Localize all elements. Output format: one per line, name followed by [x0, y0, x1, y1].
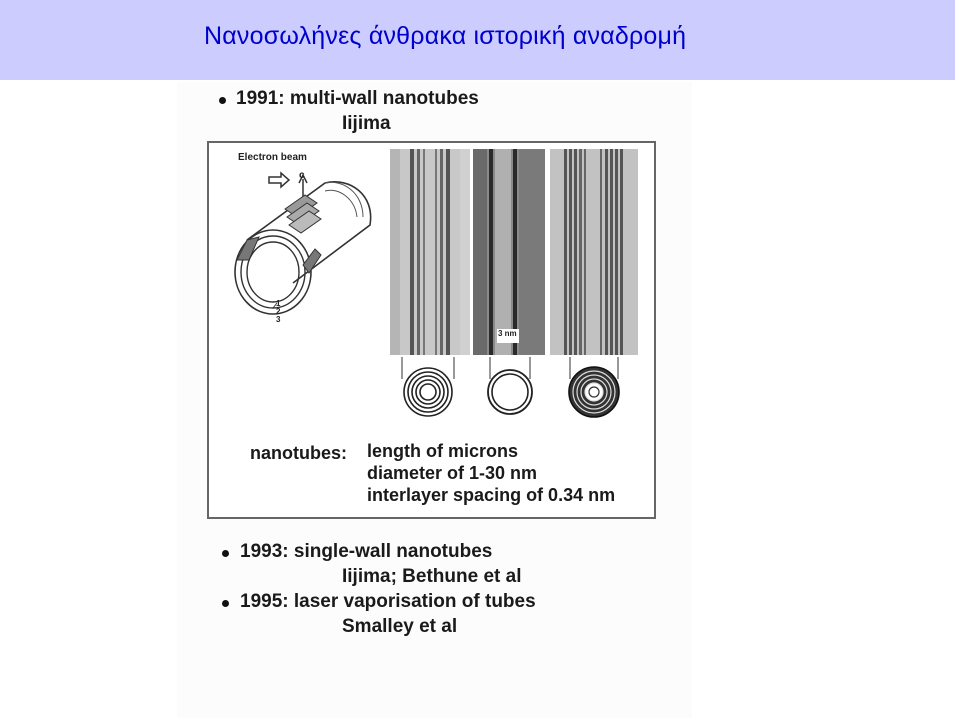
layer-label-1: 1 — [276, 299, 281, 308]
property-length: length of microns — [367, 441, 519, 461]
item-1993-author: Iijima; Bethune et al — [342, 566, 522, 587]
scale-bar-label: 3 nm — [498, 329, 517, 338]
c-axis-label: c — [299, 170, 305, 181]
bullet-1991 — [219, 97, 226, 104]
item-1993-heading: 1993: single-wall nanotubes — [240, 541, 493, 562]
bullet-1995 — [222, 600, 229, 607]
item-1995-author: Smalley et al — [342, 616, 458, 637]
tem-image-right — [550, 149, 638, 355]
multiwall-tube-diagram — [225, 165, 385, 330]
tube-cross-sections — [390, 355, 640, 425]
layer-label-2: 2 — [276, 307, 281, 316]
electron-beam-label: Electron beam — [238, 152, 307, 163]
layer-label-3: 3 — [276, 315, 281, 324]
title-bar — [0, 0, 955, 80]
properties-label: nanotubes: — [250, 443, 347, 463]
slide-title: Νανοσωλήνες άνθρακα ιστορική αναδρομή — [204, 22, 687, 50]
tem-image-middle — [473, 149, 545, 355]
item-1991-heading: 1991: multi-wall nanotubes — [236, 88, 479, 109]
tem-image-left — [390, 149, 470, 355]
property-diameter: diameter of 1-30 nm — [367, 463, 538, 483]
item-1995-heading: 1995: laser vaporisation of tubes — [240, 591, 536, 612]
property-spacing: interlayer spacing of 0.34 nm — [367, 485, 616, 505]
item-1991-author: Iijima — [342, 113, 391, 134]
bullet-1993 — [222, 550, 229, 557]
